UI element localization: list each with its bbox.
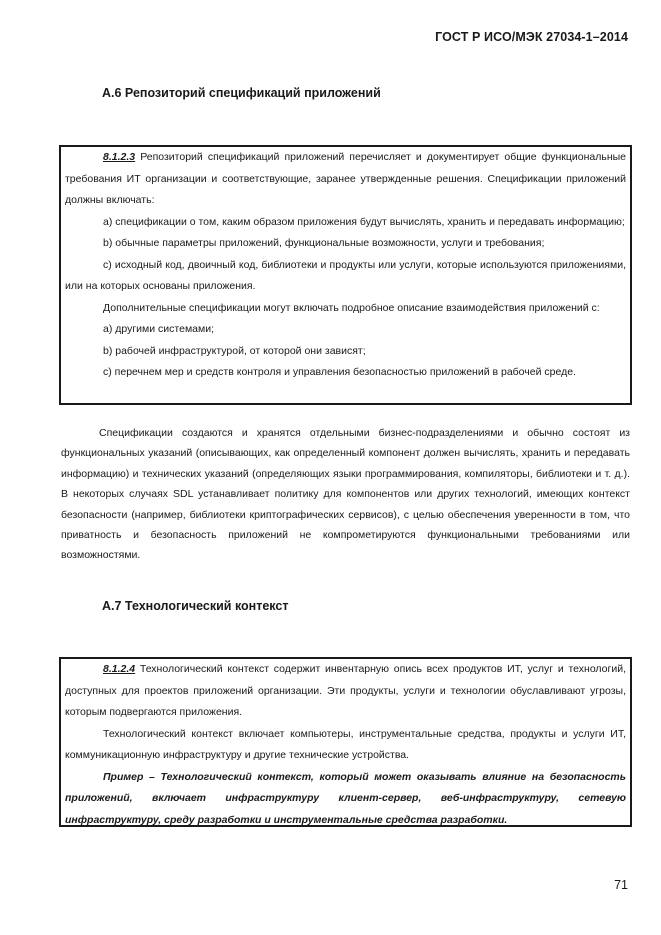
box2-paragraph: Технологический контекст включает компьютеры, инструментальные средства, продукты и услуги ИТ, коммуникационную инфраструктуру и другие технические устройства. [65, 727, 626, 761]
list-item: c) перечнем мер и средств контроля и управления безопасностью приложений в рабочей среде. [103, 366, 576, 378]
requirement-box-8-1-2-3 [59, 145, 632, 405]
list-item: c) исходный код, двоичный код, библиотеки и продукты или услуги, которые используются приложениями, или на которых основаны приложения. [65, 258, 626, 292]
section-a6-paragraph: Спецификации создаются и хранятся отдельными бизнес-подразделениями и обычно состоят из функциональных указаний (описывающих, как определенный компонент должен вычислять, хранить и передавать информацию) и технических указаний (определяющих языки программирования, компиляторы, библиотеки и т. д.). В некоторых случаях SDL устанавливает политику для компонентов или других технологий, имеющих контекст безопасности (например, библиотеки криптографических сервисов), с целью обеспечения уверенности в том, что приватность и безопасность приложений не компрометируются функциональными требованиями или возможностями. [61, 427, 630, 562]
example-text: Пример – Технологический контекст, который может оказывать влияние на безопасность приложений, включает инфраструктуру клиент-сервер, веб-инфраструктуру, сетевую инфраструктуру, среду разработки и инструментальные средства разработки. [65, 770, 626, 826]
section-a7-title: А.7 Технологический контекст [102, 599, 289, 613]
list-item: a) другими системами; [103, 323, 215, 335]
section-a6-title: А.6 Репозиторий спецификаций приложений [102, 86, 381, 100]
clause-ref-8-1-2-3[interactable]: 8.1.2.3 [103, 151, 136, 163]
requirement-box-8-1-2-4 [59, 657, 632, 827]
page-number: 71 [614, 878, 628, 892]
box2-intro: 8.1.2.4 Технологический контекст содержит инвентарную опись всех продуктов ИТ, услуг и технологий, доступных для проектов приложений организации. Эти продукты, услуги и технологии обуславливают угрозы, которым подвергаются приложения. [65, 663, 626, 718]
list-item: a) спецификации о том, каким образом приложения будут вычислять, хранить и передавать информацию; [103, 215, 625, 228]
list-item: b) рабочей инфраструктурой, от которой они зависят; [103, 344, 366, 357]
standard-header: ГОСТ Р ИСО/МЭК 27034-1–2014 [435, 30, 628, 44]
box1-intro: 8.1.2.3 Репозиторий спецификаций приложений перечисляет и документирует общие функциональные требования ИТ организации и соответствующие, заранее утвержденные решения. Спецификации приложений должны включать: [65, 151, 626, 206]
list-item: b) обычные параметры приложений, функциональные возможности, услуги и требования; [103, 237, 545, 249]
clause-ref-8-1-2-4[interactable]: 8.1.2.4 [103, 663, 136, 675]
additional-specs-text: Дополнительные спецификации могут включать подробное описание взаимодействия приложений с: [103, 301, 600, 314]
